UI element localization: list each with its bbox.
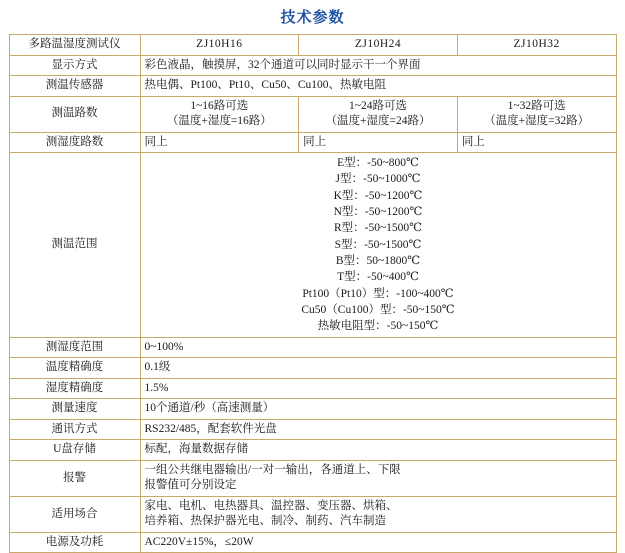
row-label: 测量速度 — [9, 399, 140, 420]
table-row — [9, 399, 616, 420]
table-row — [9, 532, 616, 553]
table-header-row — [9, 35, 616, 56]
row-label: 适用场合 — [9, 496, 140, 532]
table-row — [9, 55, 616, 76]
row-value: 彩色液晶，触摸屏，32个通道可以同时显示干一个界面 — [140, 55, 616, 76]
table-row — [9, 76, 616, 97]
table-row — [9, 378, 616, 399]
table-row — [9, 440, 616, 461]
row-value: 10个通道/秒（高速测量） — [140, 399, 616, 420]
row-value-col2 — [299, 96, 458, 132]
temp-range-line: J型：-50~1000℃ — [335, 173, 421, 186]
alarm-line: 一组公共继电器输出/一对一输出，各通道上、下限 — [144, 463, 401, 476]
row-label: 显示方式 — [9, 55, 140, 76]
row-label: U盘存储 — [9, 440, 140, 461]
row-value — [140, 460, 616, 496]
table-row — [9, 358, 616, 379]
row-value: 0~100% — [140, 337, 616, 358]
row-value-col3: 同上 — [457, 132, 616, 153]
table-row — [9, 337, 616, 358]
temp-range-line: T型：-50~400℃ — [337, 271, 419, 284]
temp-range-line: Pt100（Pt10）型：-100~400℃ — [302, 287, 454, 300]
row-label: 报警 — [9, 460, 140, 496]
temp-range-line: N型：-50~1200℃ — [333, 206, 423, 219]
page-title: 技术参数 — [280, 9, 345, 26]
table-row — [9, 419, 616, 440]
application-line: 培养箱、热保护器光电、制冷、制药、汽车制造 — [144, 515, 386, 528]
row-value-col2-text: 1~24路可选 （温度+湿度=24路） — [325, 99, 431, 128]
row-value-col2: 同上 — [299, 132, 458, 153]
row-label: 测温路数 — [9, 96, 140, 132]
row-value-col3 — [457, 96, 616, 132]
row-value-col1 — [140, 96, 299, 132]
row-value: 热电偶、Pt100、Pt10、Cu50、Cu100、热敏电阻 — [140, 76, 616, 97]
temp-range-line: Cu50（Cu100）型：-50~150℃ — [301, 304, 455, 317]
table-row-alarm — [9, 460, 616, 496]
header-product-label-text: 多路温湿度测试仪 — [28, 38, 121, 50]
row-value: 1.5% — [140, 378, 616, 399]
table-row — [9, 96, 616, 132]
row-label: 电源及功耗 — [9, 532, 140, 553]
row-label: 测湿度范围 — [9, 337, 140, 358]
temp-range-line: K型：-50~1200℃ — [333, 189, 423, 202]
spec-table — [9, 34, 617, 553]
row-label: 湿度精确度 — [9, 378, 140, 399]
model-cell-1: ZJ10H16 — [140, 35, 299, 56]
temp-range-line: 热敏电阻型：-50~150℃ — [317, 320, 439, 333]
model-cell-3: ZJ10H32 — [457, 35, 616, 56]
temp-range-line: E型：-50~800℃ — [337, 157, 419, 170]
row-label: 测温传感器 — [9, 76, 140, 97]
temp-range-line: S型：-50~1500℃ — [334, 238, 422, 251]
application-line: 家电、电机、电热器具、温控器、变压器、烘箱、 — [144, 499, 398, 512]
table-row-temp-range — [9, 153, 616, 338]
row-label: 测温范围 — [9, 153, 140, 338]
row-value — [140, 496, 616, 532]
header-product-label — [9, 35, 140, 56]
row-value: AC220V±15%，≤20W — [140, 532, 616, 553]
model-cell-2: ZJ10H24 — [299, 35, 458, 56]
row-value: 0.1级 — [140, 358, 616, 379]
table-row-applications — [9, 496, 616, 532]
row-value-col3-text: 1~32路可选 （温度+湿度=32路） — [484, 99, 590, 128]
table-row — [9, 132, 616, 153]
row-value: RS232/485，配套软件光盘 — [140, 419, 616, 440]
temp-range-line: B型：50~1800℃ — [335, 255, 421, 268]
row-label: 测湿度路数 — [9, 132, 140, 153]
row-label: 温度精确度 — [9, 358, 140, 379]
row-label: 通讯方式 — [9, 419, 140, 440]
alarm-line: 报警值可分别设定 — [144, 479, 237, 492]
temp-range-line: R型：-50~1500℃ — [333, 222, 423, 235]
row-value-col1-text: 1~16路可选 （温度+湿度=16路） — [166, 99, 272, 128]
temp-range-list — [140, 153, 616, 338]
row-value: 标配，海量数据存储 — [140, 440, 616, 461]
row-value-col1: 同上 — [140, 132, 299, 153]
